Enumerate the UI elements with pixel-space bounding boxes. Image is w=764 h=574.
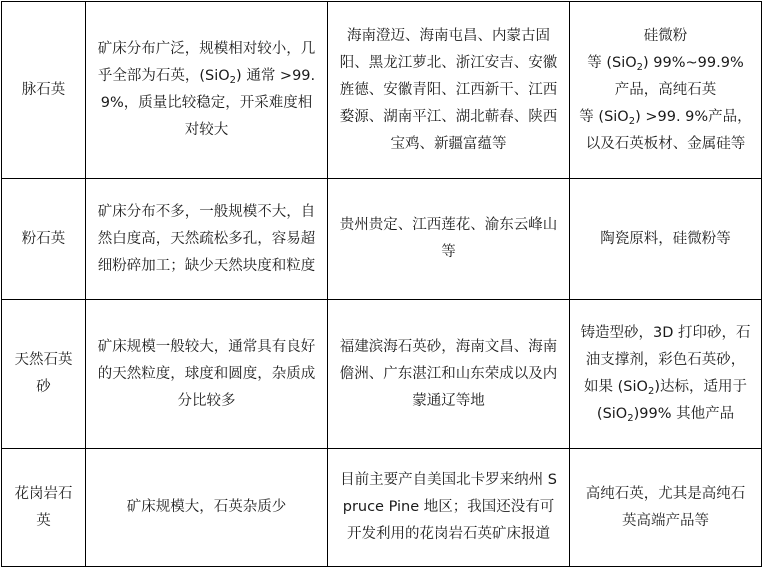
quartz-type-cell: 粉石英 bbox=[2, 179, 86, 300]
quartz-type-cell: 天然石英砂 bbox=[2, 300, 86, 449]
applications-cell: 高纯石英，尤其是高纯石英高端产品等 bbox=[570, 449, 762, 567]
quartz-deposit-table bbox=[1, 1, 762, 567]
applications-cell: 铸造型砂，3D 打印砂，石油支撑剂，彩色石英砂，如果 (SiO$_2$)达标，适用于 (SiO$_2$)99% 其他产品 bbox=[570, 300, 762, 449]
characteristics-cell: 矿床分布不多，一般规模不大，自然白度高，天然疏松多孔，容易超细粉碎加工；缺少天然块度和粒度 bbox=[86, 179, 328, 300]
quartz-type-cell: 脉石英 bbox=[2, 2, 86, 179]
table-row bbox=[2, 2, 762, 179]
locations-cell: 福建滨海石英砂，海南文昌、海南儋洲、广东湛江和山东荣成以及内蒙通辽等地 bbox=[328, 300, 570, 449]
table-row bbox=[2, 179, 762, 300]
characteristics-cell: 矿床分布广泛，规模相对较小，几乎全部为石英，(SiO$_2$) 通常 >99.9%，质量比较稳定，开采难度相对较大 bbox=[86, 2, 328, 179]
characteristics-cell: 矿床规模大，石英杂质少 bbox=[86, 449, 328, 567]
locations-cell: 海南澄迈、海南屯昌、内蒙古固阳、黑龙江萝北、浙江安吉、安徽旌德、安徽青阳、江西新干、江西婺源、湖南平江、湖北蕲春、陕西宝鸡、新疆富蕴等 bbox=[328, 2, 570, 179]
characteristics-cell: 矿床规模一般较大，通常具有良好的天然粒度，球度和圆度，杂质成分比较多 bbox=[86, 300, 328, 449]
quartz-type-cell: 花岗岩石英 bbox=[2, 449, 86, 567]
applications-cell: 陶瓷原料，硅微粉等 bbox=[570, 179, 762, 300]
table-row bbox=[2, 449, 762, 567]
locations-cell: 贵州贵定、江西莲花、渝东云峰山等 bbox=[328, 179, 570, 300]
locations-cell: 目前主要产自美国北卡罗来纳州 Spruce Pine 地区；我国还没有可开发利用的花岗岩石英矿床报道 bbox=[328, 449, 570, 567]
table-row bbox=[2, 300, 762, 449]
applications-cell: 硅微粉 等 (SiO$_2$) 99%~99.9% 产品，高纯石英 等 (SiO$_2$) >99. 9%产品，以及石英板材、金属硅等 bbox=[570, 2, 762, 179]
